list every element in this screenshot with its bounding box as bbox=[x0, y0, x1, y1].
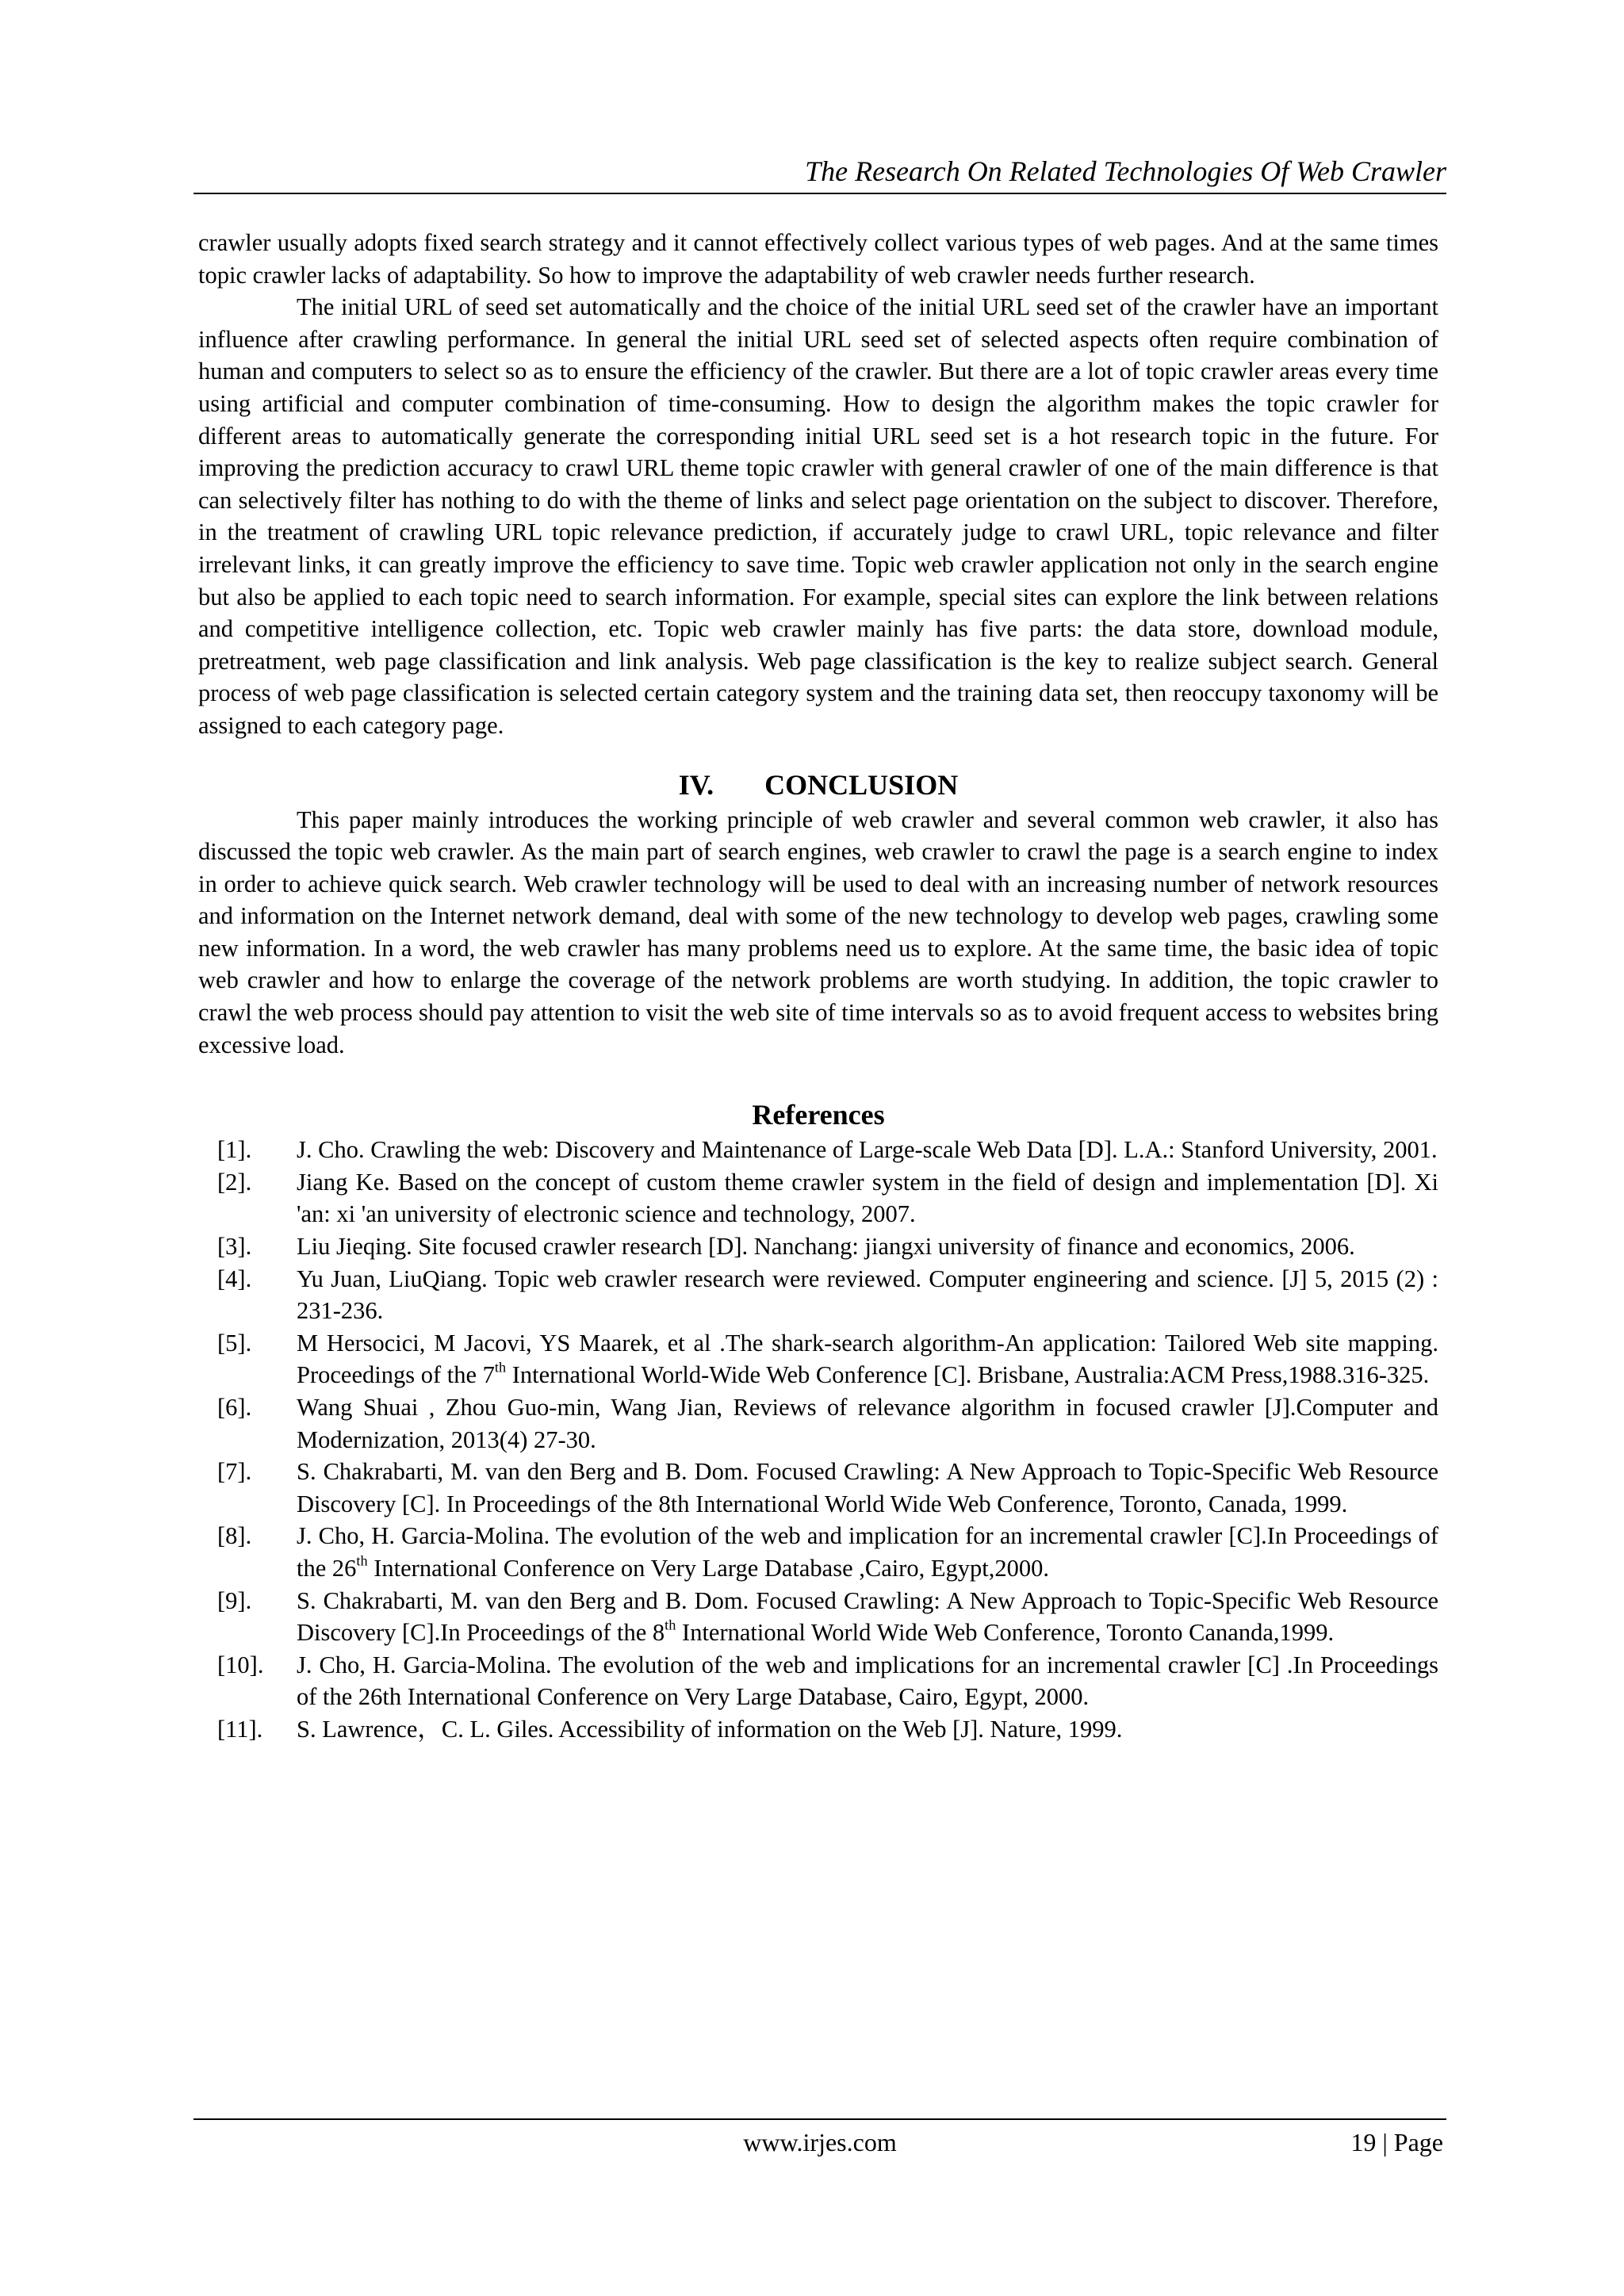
superscript: th bbox=[665, 1617, 676, 1633]
reference-number: [11]. bbox=[217, 1715, 263, 1743]
header-rule bbox=[193, 193, 1446, 194]
reference-text: Liu Jieqing. Site focused crawler research [D]. Nanchang: jiangxi university of finance and economics, 2006. bbox=[297, 1233, 1355, 1261]
reference-text-part: International Conference on Very Large Database ,Cairo, Egypt,2000. bbox=[367, 1554, 1049, 1582]
reference-item-1 bbox=[198, 1134, 1438, 1166]
running-title: The Research On Related Technologies Of Web Crawler bbox=[805, 155, 1446, 187]
reference-number: [4]. bbox=[217, 1265, 252, 1292]
reference-text-part: S. Chakrabarti, M. van den Berg and B. Dom. Focused Crawling: A New Approach to Topic-Specific Web Resource Discovery [C].In Proceedings of the 8 bbox=[297, 1586, 1438, 1647]
reference-text: J. Cho, H. Garcia-Molina. The evolution of the web and implications for an incremental crawler [C] .In Proceedings of the 26th International Conference on Very Large Database, Cairo, Egypt, 2000. bbox=[297, 1651, 1438, 1711]
section-title: CONCLUSION bbox=[764, 768, 959, 801]
reference-number: [5]. bbox=[217, 1329, 252, 1357]
footer-rule bbox=[193, 2118, 1446, 2120]
superscript: th bbox=[356, 1552, 368, 1569]
reference-text-part: M Hersocici, M Jacovi, YS Maarek, et al .The shark-search algorithm-An application: Tailored Web site mapping. Proceedings of the 7 bbox=[297, 1329, 1438, 1389]
journal-url[interactable]: www.irjes.com bbox=[743, 2128, 897, 2156]
reference-text: S. Lawrence，C. L. Giles. Accessibility of information on the Web [J]. Nature, 1999. bbox=[297, 1715, 1123, 1743]
reference-text: Wang Shuai , Zhou Guo-min, Wang Jian, Reviews of relevance algorithm in focused crawler [J].Computer and Modernization, 2013(4) 27-30. bbox=[297, 1394, 1438, 1453]
section-number: IV. bbox=[678, 768, 714, 801]
reference-text: J. Cho. Crawling the web: Discovery and Maintenance of Large-scale Web Data [D]. L.A.: Stanford University, 2001. bbox=[297, 1136, 1438, 1164]
section-heading-conclusion bbox=[198, 766, 1438, 804]
body-paragraph-2: The initial URL of seed set automatically and the choice of the initial URL seed set of the crawler have an important influence after crawling performance. In general the initial URL seed set of selected aspects often require combination of human and computers to select so as to ensure the efficiency of the crawler. But there are a lot of topic crawler areas every time using artificial and computer combination of time-consuming. How to design the algorithm makes the topic crawler for different areas to automatically generate the corresponding initial URL seed set is a hot research topic in the future. For improving the prediction accuracy to crawl URL theme topic crawler with general crawler of one of the main difference is that can selectively filter has nothing to do with the theme of links and select page orientation on the subject to discover. Therefore, in the treatment of crawling URL topic relevance prediction, if accurately judge to crawl URL, topic relevance and filter irrelevant links, it can greatly improve the efficiency to save time. Topic web crawler application not only in the search engine but also be applied to each topic need to search information. For example, special sites can explore the link between relations and competitive intelligence collection, etc. Topic web crawler mainly has five parts: the data store, download module, pretreatment, web page classification and link analysis. Web page classification is the key to realize subject search. General process of web page classification is selected certain category system and the training data set, then reoccupy taxonomy will be assigned to each category page. bbox=[198, 293, 1438, 739]
superscript: th bbox=[494, 1359, 507, 1376]
main-text bbox=[198, 227, 1438, 1746]
reference-list bbox=[198, 1134, 1438, 1745]
reference-number: [1]. bbox=[217, 1136, 252, 1164]
reference-number: [8]. bbox=[217, 1522, 252, 1550]
reference-item-5 bbox=[198, 1327, 1438, 1391]
reference-item-8 bbox=[198, 1520, 1438, 1584]
references-heading: References bbox=[752, 1099, 885, 1131]
reference-number: [3]. bbox=[217, 1233, 252, 1261]
conclusion-paragraph: This paper mainly introduces the working principle of web crawler and several common web crawler, it also has discussed the topic web crawler. As the main part of search engines, web crawler to crawl the page is a search engine to index in order to achieve quick search. Web crawler technology will be used to deal with an increasing number of network resources and information on the Internet network demand, deal with some of the new technology to develop web pages, crawling some new information. In a word, the web crawler has many problems need us to explore. At the same time, the basic idea of topic web crawler and how to enlarge the coverage of the network problems are worth studying. In addition, the topic crawler to crawl the web process should pay attention to visit the web site of time intervals so as to avoid frequent access to websites bring excessive load. bbox=[198, 806, 1438, 1058]
reference-number: [10]. bbox=[217, 1651, 264, 1678]
reference-text bbox=[297, 1327, 1438, 1391]
reference-item-9 bbox=[198, 1585, 1438, 1649]
body-paragraph-1: crawler usually adopts fixed search strategy and it cannot effectively collect various types of web pages. And at the same times topic crawler lacks of adaptability. So how to improve the adaptability of web crawler needs further research. bbox=[198, 229, 1438, 289]
reference-text: Yu Juan, LiuQiang. Topic web crawler research were reviewed. Computer engineering and science. [J] 5, 2015 (2) : 231-236. bbox=[297, 1265, 1438, 1325]
reference-item-2 bbox=[198, 1166, 1438, 1230]
reference-number: [9]. bbox=[217, 1586, 252, 1614]
reference-number: [6]. bbox=[217, 1394, 252, 1421]
reference-item-6 bbox=[198, 1391, 1438, 1456]
reference-item-4 bbox=[198, 1263, 1438, 1327]
page-number: 19 | Page bbox=[1350, 2128, 1443, 2156]
reference-item-10 bbox=[198, 1649, 1438, 1713]
reference-text-part: International World-Wide Web Conference [C]. Brisbane, Australia:ACM Press,1988.316-325. bbox=[506, 1361, 1430, 1389]
reference-item-3 bbox=[198, 1230, 1438, 1263]
reference-text bbox=[297, 1520, 1438, 1584]
reference-item-7 bbox=[198, 1456, 1438, 1520]
reference-text bbox=[297, 1585, 1438, 1649]
reference-text: S. Chakrabarti, M. van den Berg and B. Dom. Focused Crawling: A New Approach to Topic-Specific Web Resource Discovery [C]. In Proceedings of the 8th International World Wide Web Conference, Toronto, Canada, 1999. bbox=[297, 1458, 1438, 1517]
reference-text-part: J. Cho, H. Garcia-Molina. The evolution of the web and implication for an incremental crawler [C].In Proceedings of the 26 bbox=[297, 1522, 1438, 1582]
reference-text-part: International World Wide Web Conference, Toronto Cananda,1999. bbox=[676, 1619, 1335, 1647]
reference-number: [2]. bbox=[217, 1168, 252, 1196]
reference-number: [7]. bbox=[217, 1458, 252, 1486]
reference-text: Jiang Ke. Based on the concept of custom theme crawler system in the field of design and implementation [D]. Xi 'an: xi 'an university of electronic science and technology, 2007. bbox=[297, 1168, 1438, 1228]
reference-item-11 bbox=[198, 1713, 1438, 1746]
